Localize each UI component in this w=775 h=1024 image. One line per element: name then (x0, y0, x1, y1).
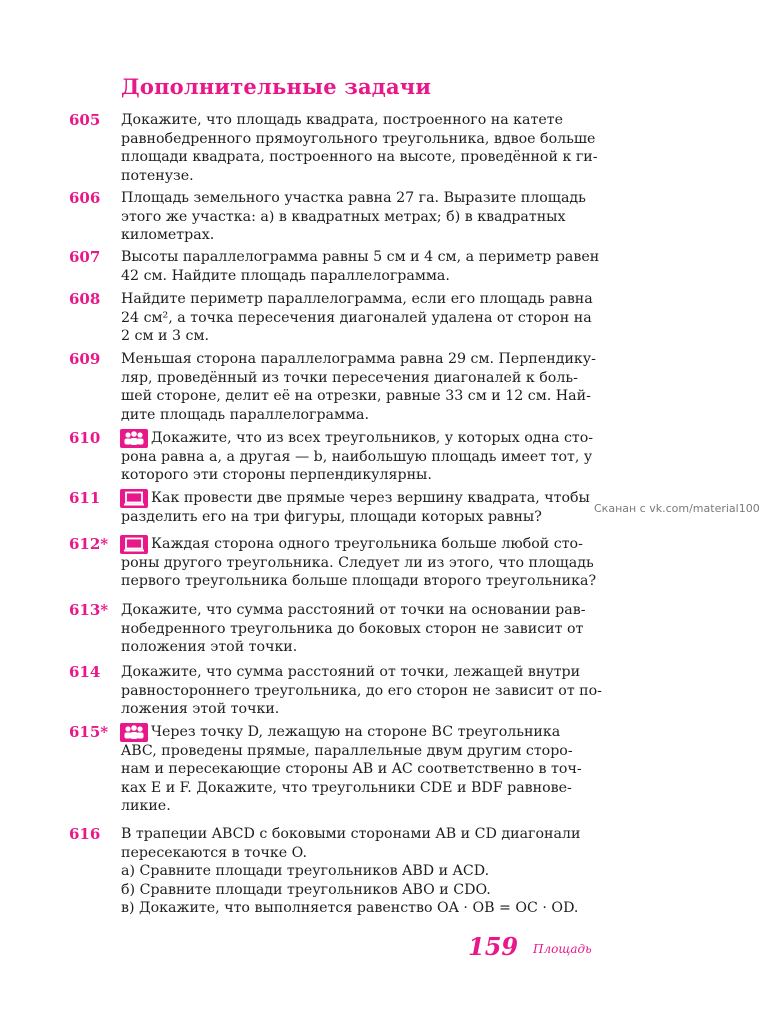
problem-number: 606 (69, 189, 101, 207)
problem-text: Площадь земельного участка равна 27 га. Выразите площадь этого же участка: а) в квадратных метрах; б) в квадратных километрах. (121, 190, 586, 243)
problem-text: Каждая сторона одного треугольника больше любой сто- роны другого треугольника. Следует ли из этого, что площадь первого треугольника больше площади второго треугольника? (121, 536, 597, 589)
problem-number: 608 (69, 290, 101, 308)
problem-text: Как провести две прямые через вершину квадрата, чтобы разделить его на три фигуры, площади которых равны? (121, 490, 590, 525)
problem-number: 614 (69, 663, 101, 681)
footer-section-title: Площадь (533, 942, 592, 956)
scan-watermark: Сканан с vk.com/material100 (594, 502, 760, 515)
problem-text: Через точку D, лежащую на стороне BC треугольника ABC, проведены прямые, параллельные двум другим сторо- нам и пересекающие стороны AB и AC соответственно в точ- ках E и F. Докажите, что треугольники CDE и BDF равнове- ликие. (121, 724, 582, 814)
problem-number: 609 (69, 350, 101, 368)
problem-number: 613* (69, 601, 109, 619)
problem-text: Высоты параллелограмма равны 5 см и 4 см, а периметр равен 42 см. Найдите площадь параллелограмма. (121, 249, 600, 284)
problem-number: 615* (69, 723, 109, 741)
problem-text: В трапеции ABCD с боковыми сторонами AB и CD диагонали пересекаются в точке O. а) Сравните площади треугольников ABD и ACD. б) Сравните площади треугольников ABO и CDO. в) Докажите, что выполняется равенство OA · OB = OC · OD. (121, 826, 581, 916)
page-number: 159 (468, 932, 519, 961)
problem-number: 616 (69, 825, 101, 843)
section-heading: Дополнительные задачи (121, 74, 432, 99)
problem-number: 607 (69, 248, 101, 266)
problem-number: 605 (69, 111, 101, 129)
problem-number: 610 (69, 429, 101, 447)
problem-text: Найдите периметр параллелограмма, если его площадь равна 24 см², а точка пересечения диагоналей удалена от сторон на 2 см и 3 см. (121, 291, 593, 344)
problem-text: Докажите, что из всех треугольников, у которых одна сто- рона равна a, а другая — b, наибольшую площадь имеет тот, у которого эти стороны перпендикулярны. (121, 430, 594, 483)
problem-number: 611 (69, 489, 101, 507)
problem-text: Меньшая сторона параллелограмма равна 29 см. Перпендику- ляр, проведённый из точки пересечения диагоналей к боль- шей стороне, делит её на отрезки, равные 33 см и 12 см. Най- дите площадь параллелограмма. (121, 351, 596, 423)
problem-text: Докажите, что сумма расстояний от точки на основании рав- нобедренного треугольника до боковых сторон не зависит от положения этой точки. (121, 602, 586, 655)
problem-text: Докажите, что сумма расстояний от точки, лежащей внутри равностороннего треугольника, до его сторон не зависит от по- ложения этой точки. (121, 664, 602, 717)
problem-text: Докажите, что площадь квадрата, построенного на катете равнобедренного прямоугольного треугольника, вдвое больше площади квадрата, построенного на высоте, проведённой к ги- потенузе. (121, 112, 598, 184)
problem-number: 612* (69, 535, 109, 553)
